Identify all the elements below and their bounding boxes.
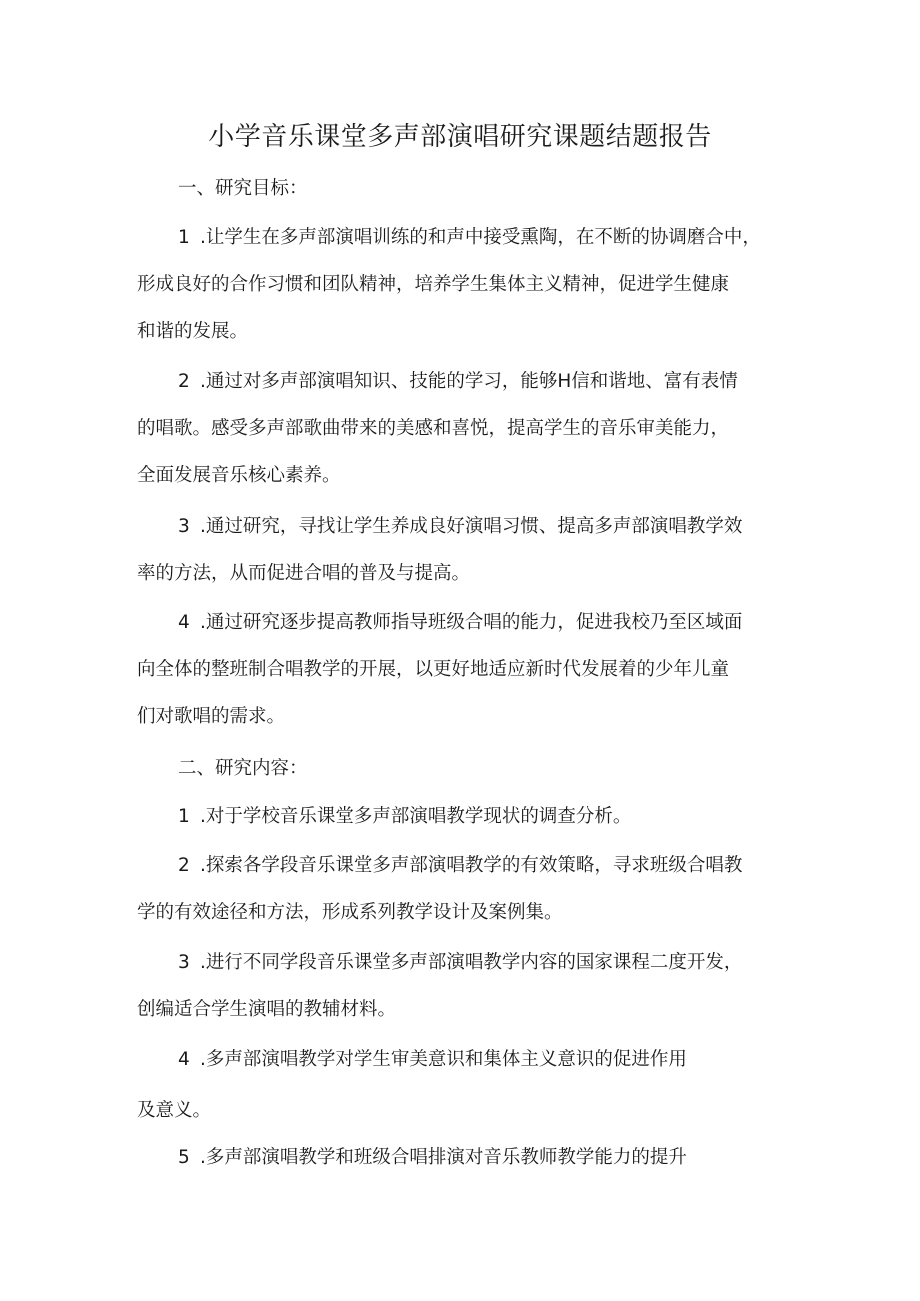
goal-2-line-1 — [178, 368, 738, 396]
content-4-number: 4 — [178, 1049, 190, 1070]
goal-2-number: 2 — [178, 371, 190, 392]
content-2-number: 2 — [178, 855, 190, 876]
document-title: 小学音乐课堂多声部演唱研究课题结题报告 — [208, 122, 712, 152]
content-3-text-1: .进行不同学段音乐课堂多声部演唱教学内容的国家课程二度开发， — [200, 952, 743, 973]
content-2-line-1 — [178, 852, 742, 880]
content-1-text-1: .对于学校音乐课堂多声部演唱教学现状的调查分析。 — [200, 806, 632, 827]
goal-3-text-1: .通过研究，寻找让学生养成良好演唱习惯、提高多声部演唱教学效 — [200, 516, 743, 537]
content-5-line-1 — [178, 1144, 687, 1172]
goal-3-number: 3 — [178, 516, 190, 537]
goal-1-line-3: 和谐的发展。 — [137, 321, 249, 342]
goal-3-line-1 — [178, 513, 742, 541]
content-5-number: 5 — [178, 1147, 190, 1168]
content-4-line-1 — [178, 1046, 687, 1074]
content-2-text-1: .探索各学段音乐课堂多声部演唱教学的有效策略，寻求班级合唱教 — [200, 855, 743, 876]
goal-4-line-3: 们对歌唱的需求。 — [137, 706, 286, 727]
content-1-line-1 — [178, 803, 631, 831]
goal-1-line-2: 形成良好的合作习惯和团队精神，培养学生集体主义精神，促进学生健康 — [137, 274, 730, 295]
goal-4-line-1 — [178, 609, 742, 637]
content-4-line-2: 及意义。 — [137, 1100, 212, 1121]
goal-1-line-1 — [178, 224, 761, 252]
goal-4-text-1: .通过研究逐步提高教师指导班级合唱的能力，促进我校乃至区域面 — [200, 612, 743, 633]
goal-1-number: 1 — [178, 227, 190, 248]
content-2-line-2: 学的有效途径和方法，形成系列教学设计及案例集。 — [137, 902, 563, 923]
section-heading-goals: 一、研究目标： — [178, 178, 308, 199]
content-4-text-1: .多声部演唱教学对学生审美意识和集体主义意识的促进作用 — [200, 1049, 687, 1070]
goal-4-number: 4 — [178, 612, 190, 633]
content-3-number: 3 — [178, 952, 190, 973]
content-3-line-2: 创编适合学生演唱的教辅材料。 — [137, 999, 397, 1020]
content-5-text-1: .多声部演唱教学和班级合唱排演对音乐教师教学能力的提升 — [200, 1147, 687, 1168]
goal-2-line-3: 全面发展音乐核心素养。 — [137, 465, 341, 486]
goal-2-line-2: 的唱歌。感受多声部歌曲带来的美感和喜悦，提高学生的音乐审美能力， — [137, 418, 730, 439]
content-3-line-1 — [178, 949, 742, 977]
goal-1-text-1: .让学生在多声部演唱训练的和声中接受熏陶，在不断的协调磨合中， — [200, 227, 761, 248]
goal-2-text-1: .通过对多声部演唱知识、技能的学习，能够H信和谐地、富有表情 — [200, 371, 738, 392]
section-heading-content: 二、研究内容： — [178, 758, 308, 779]
content-1-number: 1 — [178, 806, 190, 827]
goal-3-line-2: 率的方法，从而促进合唱的普及与提高。 — [137, 563, 471, 584]
goal-4-line-2: 向全体的整班制合唱教学的开展，以更好地适应新时代发展着的少年儿童 — [137, 659, 730, 680]
